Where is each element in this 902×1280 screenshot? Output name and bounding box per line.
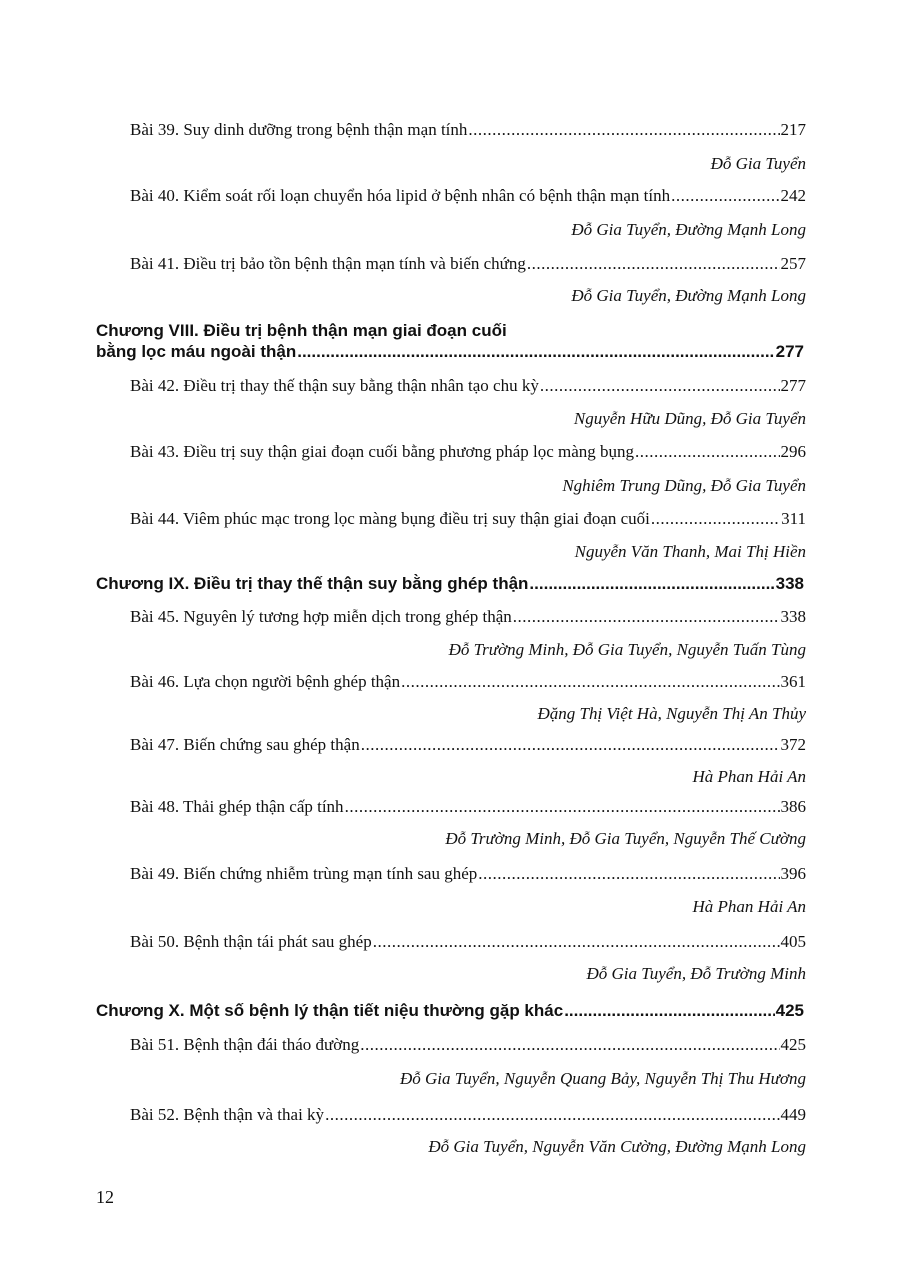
entry-title: Bài 51. Bệnh thận đái tháo đường — [130, 1035, 360, 1054]
dot-leader — [361, 734, 780, 756]
page-number: 12 — [96, 1187, 114, 1207]
entry-page: 425 — [780, 1035, 806, 1054]
dot-leader — [401, 671, 779, 693]
dot-leader — [345, 796, 780, 818]
entry-author: Nguyễn Hữu Dũng, Đỗ Gia Tuyển — [573, 409, 806, 428]
dot-leader — [529, 573, 774, 594]
dot-leader — [651, 508, 780, 530]
dot-leader — [671, 185, 779, 207]
entry-author: Nghiêm Trung Dũng, Đỗ Gia Tuyển — [562, 476, 806, 495]
dot-leader — [360, 1034, 779, 1056]
entry-title: Bài 49. Biến chứng nhiễm trùng mạn tính sau ghép — [130, 864, 478, 883]
toc-entry[interactable] — [130, 1104, 806, 1126]
dot-leader — [527, 253, 780, 275]
entry-page: 296 — [780, 442, 806, 461]
dot-leader — [373, 931, 780, 953]
entry-title: Bài 45. Nguyên lý tương hợp miễn dịch trong ghép thận — [130, 607, 512, 626]
dot-leader — [297, 341, 774, 362]
entry-author: Đỗ Gia Tuyển, Đường Mạnh Long — [571, 220, 806, 239]
toc-entry[interactable] — [130, 375, 806, 397]
toc-entry[interactable] — [130, 253, 806, 275]
toc-entry[interactable] — [130, 671, 806, 693]
entry-page: 311 — [781, 509, 806, 528]
entry-page: 386 — [780, 797, 806, 816]
entry-title: Bài 50. Bệnh thận tái phát sau ghép — [130, 932, 372, 951]
toc-entry[interactable] — [130, 931, 806, 953]
toc-entry[interactable] — [130, 1034, 806, 1056]
dot-leader — [513, 606, 780, 628]
entry-author: Đặng Thị Việt Hà, Nguyễn Thị An Thủy — [537, 704, 806, 723]
toc-entry[interactable] — [130, 119, 806, 141]
toc-entry[interactable] — [130, 606, 806, 628]
entry-page: 217 — [780, 120, 806, 139]
toc-entry[interactable] — [130, 508, 806, 530]
entry-author: Hà Phan Hải An — [692, 767, 806, 786]
toc-entry[interactable] — [130, 734, 806, 756]
entry-author: Đỗ Gia Tuyển, Nguyễn Quang Bảy, Nguyễn Thị Thu Hương — [399, 1069, 806, 1088]
chapter-title-line2: bằng lọc máu ngoài thận — [96, 342, 297, 361]
toc-entry[interactable] — [130, 863, 806, 885]
entry-page: 277 — [780, 376, 806, 395]
entry-page: 396 — [780, 864, 806, 883]
entry-page: 361 — [780, 672, 806, 691]
entry-title: Bài 41. Điều trị bảo tồn bệnh thận mạn tính và biến chứng — [130, 254, 526, 273]
entry-title: Bài 43. Điều trị suy thận giai đoạn cuối bằng phương pháp lọc màng bụng — [130, 442, 635, 461]
toc-chapter[interactable] — [96, 1000, 804, 1021]
entry-page: 242 — [780, 186, 806, 205]
entry-author: Nguyễn Văn Thanh, Mai Thị Hiền — [574, 542, 806, 561]
entry-page: 449 — [780, 1105, 806, 1124]
entry-author: Hà Phan Hải An — [692, 897, 806, 916]
dot-leader — [540, 375, 780, 397]
entry-page: 372 — [780, 735, 806, 754]
dot-leader — [635, 441, 779, 463]
chapter-title: Chương X. Một số bệnh lý thận tiết niệu thường gặp khác — [96, 1001, 564, 1020]
entry-title: Bài 40. Kiểm soát rối loạn chuyển hóa lipid ở bệnh nhân có bệnh thận mạn tính — [130, 186, 671, 205]
toc-entry[interactable] — [130, 185, 806, 207]
dot-leader — [564, 1000, 774, 1021]
dot-leader — [478, 863, 779, 885]
chapter-page: 277 — [775, 342, 804, 361]
toc-chapter[interactable] — [96, 320, 804, 362]
chapter-title: Chương IX. Điều trị thay thế thận suy bằng ghép thận — [96, 574, 529, 593]
entry-title: Bài 52. Bệnh thận và thai kỳ — [130, 1105, 325, 1124]
entry-title: Bài 47. Biến chứng sau ghép thận — [130, 735, 360, 754]
entry-title: Bài 42. Điều trị thay thế thận suy bằng thận nhân tạo chu kỳ — [130, 376, 539, 395]
entry-page: 405 — [780, 932, 806, 951]
entry-author: Đỗ Trường Minh, Đỗ Gia Tuyển, Nguyễn Thế Cường — [445, 829, 806, 848]
chapter-title-line1: Chương VIII. Điều trị bệnh thận mạn giai đoạn cuối — [96, 321, 507, 340]
toc-entry[interactable] — [130, 441, 806, 463]
entry-author: Đỗ Gia Tuyển — [710, 154, 806, 173]
toc-entry[interactable] — [130, 796, 806, 818]
entry-title: Bài 48. Thải ghép thận cấp tính — [130, 797, 344, 816]
dot-leader — [325, 1104, 779, 1126]
entry-author: Đỗ Trường Minh, Đỗ Gia Tuyển, Nguyễn Tuấn Tùng — [448, 640, 806, 659]
dot-leader — [468, 119, 779, 141]
entry-title: Bài 44. Viêm phúc mạc trong lọc màng bụng điều trị suy thận giai đoạn cuối — [130, 509, 650, 528]
entry-page: 338 — [780, 607, 806, 626]
chapter-page: 425 — [775, 1001, 804, 1020]
entry-author: Đỗ Gia Tuyển, Đường Mạnh Long — [571, 286, 806, 305]
entry-title: Bài 39. Suy dinh dưỡng trong bệnh thận mạn tính — [130, 120, 468, 139]
entry-author: Đỗ Gia Tuyển, Nguyễn Văn Cường, Đường Mạnh Long — [428, 1137, 806, 1156]
chapter-page: 338 — [775, 574, 804, 593]
entry-title: Bài 46. Lựa chọn người bệnh ghép thận — [130, 672, 401, 691]
entry-author: Đỗ Gia Tuyển, Đỗ Trường Minh — [586, 964, 806, 983]
entry-page: 257 — [780, 254, 806, 273]
toc-chapter[interactable] — [96, 573, 804, 594]
